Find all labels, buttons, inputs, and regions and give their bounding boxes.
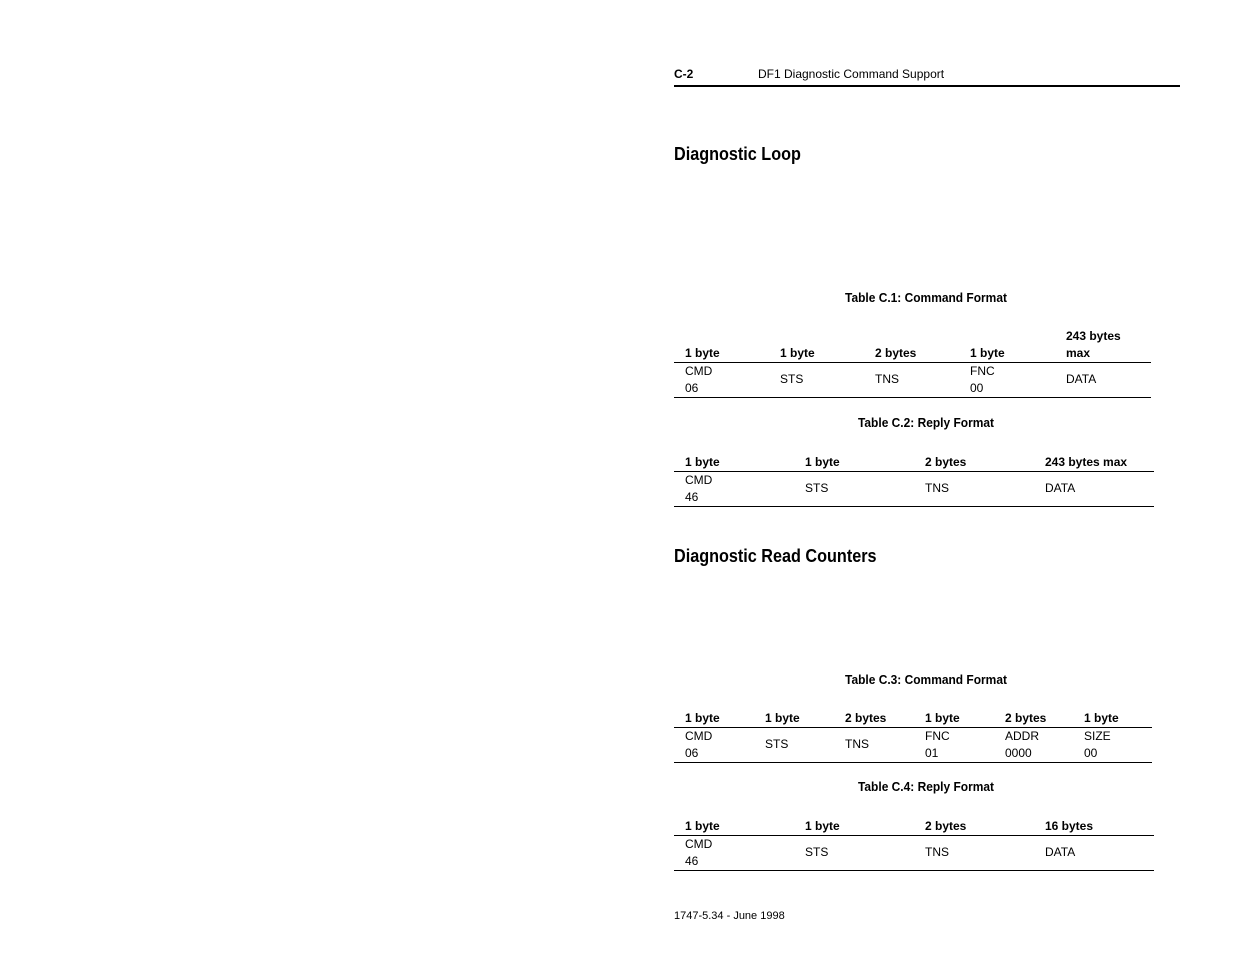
- table-cell: STS: [769, 362, 864, 397]
- column-header: 1 byte: [674, 450, 794, 471]
- column-header: 1 byte: [769, 326, 864, 362]
- command-format-table: [674, 326, 1151, 398]
- table-cell: FNC 00: [959, 362, 1055, 397]
- table-cell: TNS: [864, 362, 959, 397]
- column-header: 1 byte: [754, 706, 834, 727]
- column-header: 1 byte: [959, 326, 1055, 362]
- table-caption: Table C.3: Command Format: [845, 672, 1007, 687]
- column-header: 1 byte: [674, 814, 794, 835]
- column-header: 16 bytes: [1034, 814, 1154, 835]
- column-header: 2 bytes: [834, 706, 914, 727]
- page-header: [674, 66, 1180, 87]
- table-cell: TNS: [914, 835, 1034, 870]
- table-header-row: [674, 706, 1152, 727]
- table-row: [674, 362, 1151, 397]
- table-row: [674, 471, 1154, 506]
- column-header: 2 bytes: [994, 706, 1073, 727]
- column-header: 2 bytes: [914, 450, 1034, 471]
- table-cell: STS: [794, 471, 914, 506]
- column-header: 1 byte: [674, 706, 754, 727]
- column-header: 243 bytes max: [1055, 326, 1151, 362]
- table-cell: TNS: [914, 471, 1034, 506]
- table-header-row: [674, 814, 1154, 835]
- table-row: [674, 835, 1154, 870]
- table-cell: CMD 46: [674, 471, 794, 506]
- page-number: C-2: [674, 67, 694, 81]
- column-header: 1 byte: [914, 706, 994, 727]
- column-header: 1 byte: [1073, 706, 1152, 727]
- publication-footer: 1747-5.34 - June 1998: [674, 910, 785, 922]
- table-caption: Table C.4: Reply Format: [857, 779, 995, 794]
- column-header: 1 byte: [794, 814, 914, 835]
- running-title: DF1 Diagnostic Command Support: [758, 67, 945, 81]
- table-row: [674, 727, 1152, 762]
- command-format-table: [674, 706, 1152, 763]
- reply-format-table: [674, 814, 1154, 871]
- table-caption: Table C.1: Command Format: [845, 290, 1007, 305]
- table-caption: Table C.2: Reply Format: [857, 415, 995, 430]
- section-title-diagnostic-read-counters: Diagnostic Read Counters: [674, 546, 877, 566]
- column-header: 1 byte: [674, 326, 769, 362]
- table-header-row: [674, 326, 1151, 362]
- table-cell: SIZE 00: [1073, 727, 1152, 762]
- table-cell: CMD 06: [674, 362, 769, 397]
- table-cell: FNC 01: [914, 727, 994, 762]
- reply-format-table: [674, 450, 1154, 507]
- column-header: 2 bytes: [914, 814, 1034, 835]
- table-cell: ADDR 0000: [994, 727, 1073, 762]
- table-cell: CMD 06: [674, 727, 754, 762]
- column-header: 2 bytes: [864, 326, 959, 362]
- column-header: 1 byte: [794, 450, 914, 471]
- table-cell: STS: [794, 835, 914, 870]
- table-cell: DATA: [1034, 835, 1154, 870]
- table-cell: STS: [754, 727, 834, 762]
- column-header: 243 bytes max: [1034, 450, 1154, 471]
- table-cell: CMD 46: [674, 835, 794, 870]
- table-header-row: [674, 450, 1154, 471]
- table-cell: TNS: [834, 727, 914, 762]
- section-title-diagnostic-loop: Diagnostic Loop: [674, 144, 801, 164]
- table-cell: DATA: [1055, 362, 1151, 397]
- table-cell: DATA: [1034, 471, 1154, 506]
